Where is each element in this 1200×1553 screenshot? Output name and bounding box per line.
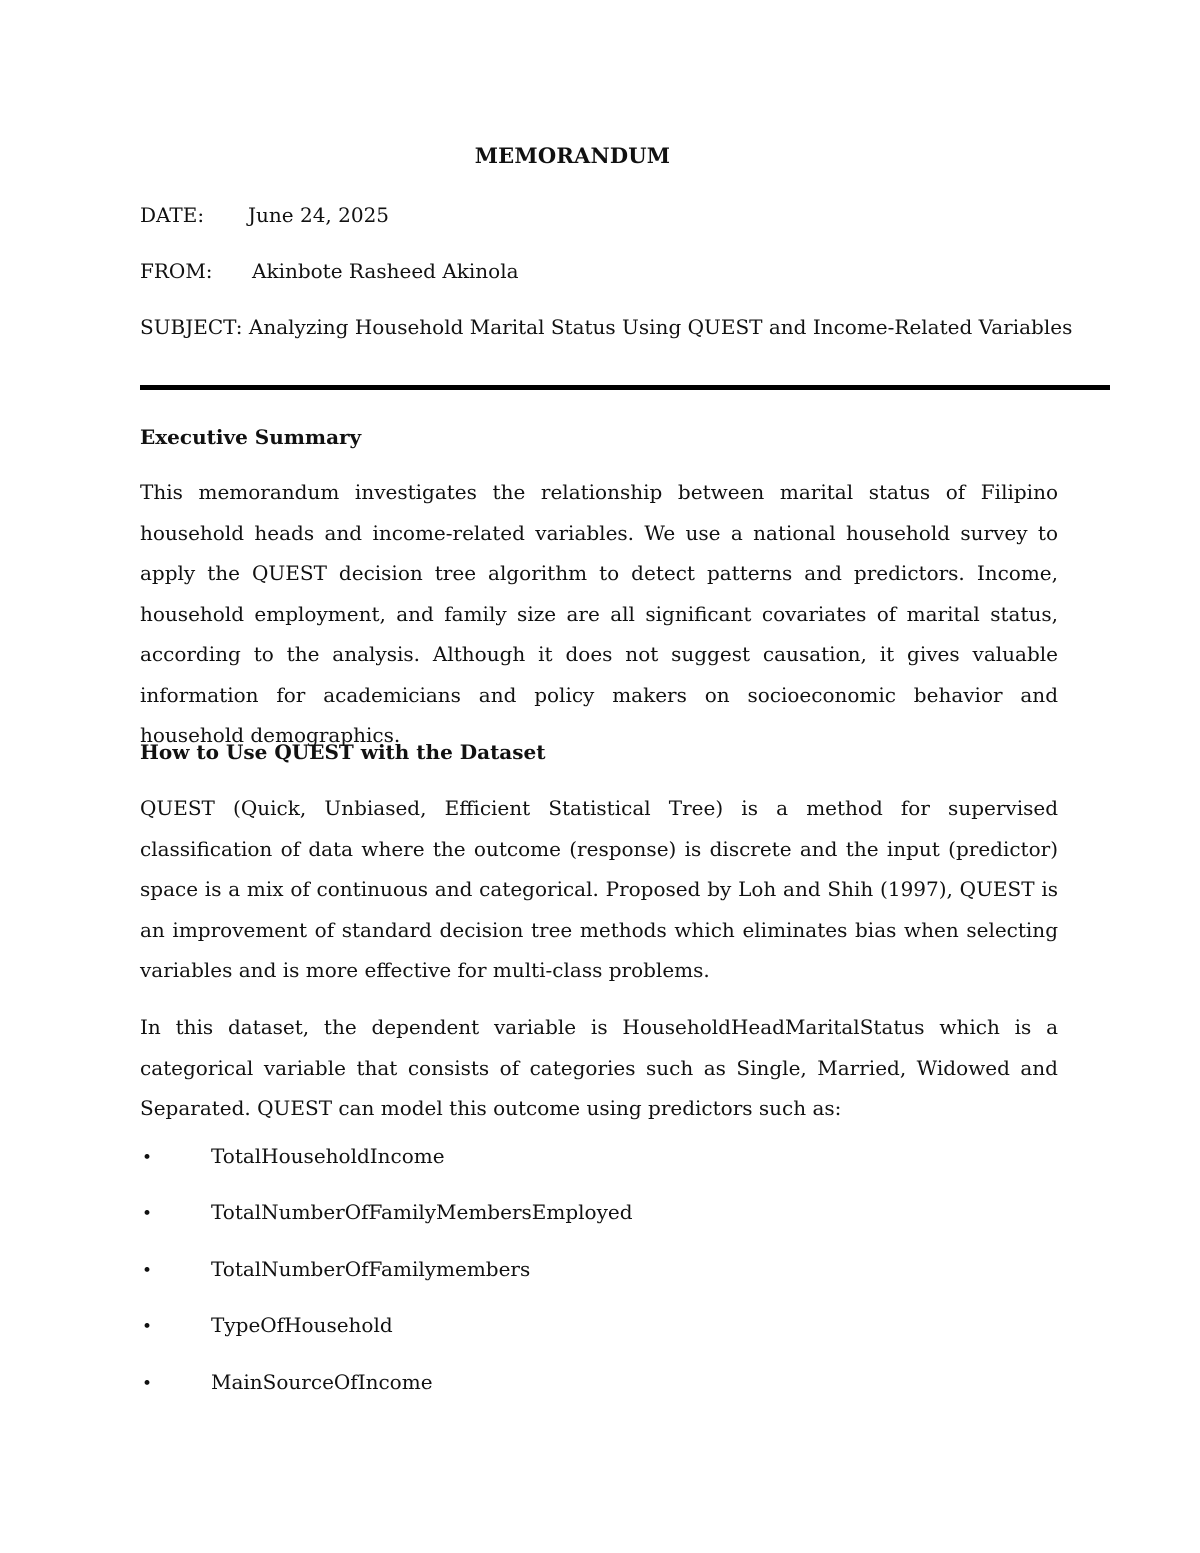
- date-row: [140, 203, 389, 227]
- date-label: DATE:: [140, 203, 205, 227]
- quest-section-heading: How to Use QUEST with the Dataset: [140, 740, 546, 764]
- bullet-icon: •: [142, 1317, 153, 1338]
- list-item: [140, 1370, 633, 1426]
- subject-value: Analyzing Household Marital Status Using QUEST and Income-Related Variables: [248, 315, 1073, 339]
- predictor-label: TotalNumberOfFamilymembers: [211, 1256, 531, 1281]
- from-value: Akinbote Rasheed Akinola: [252, 259, 519, 283]
- dataset-paragraph: In this dataset, the dependent variable is HouseholdHeadMaritalStatus which is a categorical variable that consists of categories such as Single, Married, Widowed and Separated. QUEST can model this outcome using predictors such as:: [140, 1015, 1058, 1120]
- predictor-label: MainSourceOfIncome: [211, 1369, 433, 1394]
- list-item: [140, 1313, 633, 1369]
- memo-title: MEMORANDUM: [474, 143, 671, 168]
- bullet-icon: •: [142, 1148, 153, 1168]
- list-item: [140, 1144, 633, 1200]
- bullet-icon: •: [142, 1373, 153, 1394]
- bullet-icon: •: [142, 1204, 153, 1225]
- header-divider: [140, 385, 1110, 390]
- executive-summary-paragraph: This memorandum investigates the relationship between marital status of Filipino household heads and income-related variables. We use a national household survey to apply the QUEST decision tree algorithm to detect patterns and predictors. Income, household employment, and family size are all significant covariates of marital status, according to the analysis. Although it does not suggest causation, it gives valuable information for academicians and policy makers on socioeconomic behavior and household demographics.: [140, 480, 1058, 747]
- predictor-label: TypeOfHousehold: [211, 1313, 393, 1338]
- executive-summary-heading: Executive Summary: [140, 425, 362, 449]
- from-row: [140, 259, 519, 283]
- predictor-list: [140, 1144, 633, 1426]
- list-item: [140, 1200, 633, 1256]
- quest-intro-paragraph: QUEST (Quick, Unbiased, Efficient Statistical Tree) is a method for supervised classification of data where the outcome (response) is discrete and the input (predictor) space is a mix of continuous and categorical. Proposed by Loh and Shih (1997), QUEST is an improvement of standard decision tree methods which eliminates bias when selecting variables and is more effective for multi-class problems.: [140, 796, 1058, 982]
- predictor-label: TotalHouseholdIncome: [211, 1144, 445, 1168]
- predictor-label: TotalNumberOfFamilyMembersEmployed: [211, 1200, 633, 1225]
- date-value: June 24, 2025: [248, 203, 390, 227]
- list-item: [140, 1257, 633, 1313]
- subject-row: [140, 315, 1072, 339]
- bullet-icon: •: [142, 1260, 153, 1281]
- from-label: FROM:: [140, 259, 213, 283]
- subject-label: SUBJECT:: [140, 315, 243, 339]
